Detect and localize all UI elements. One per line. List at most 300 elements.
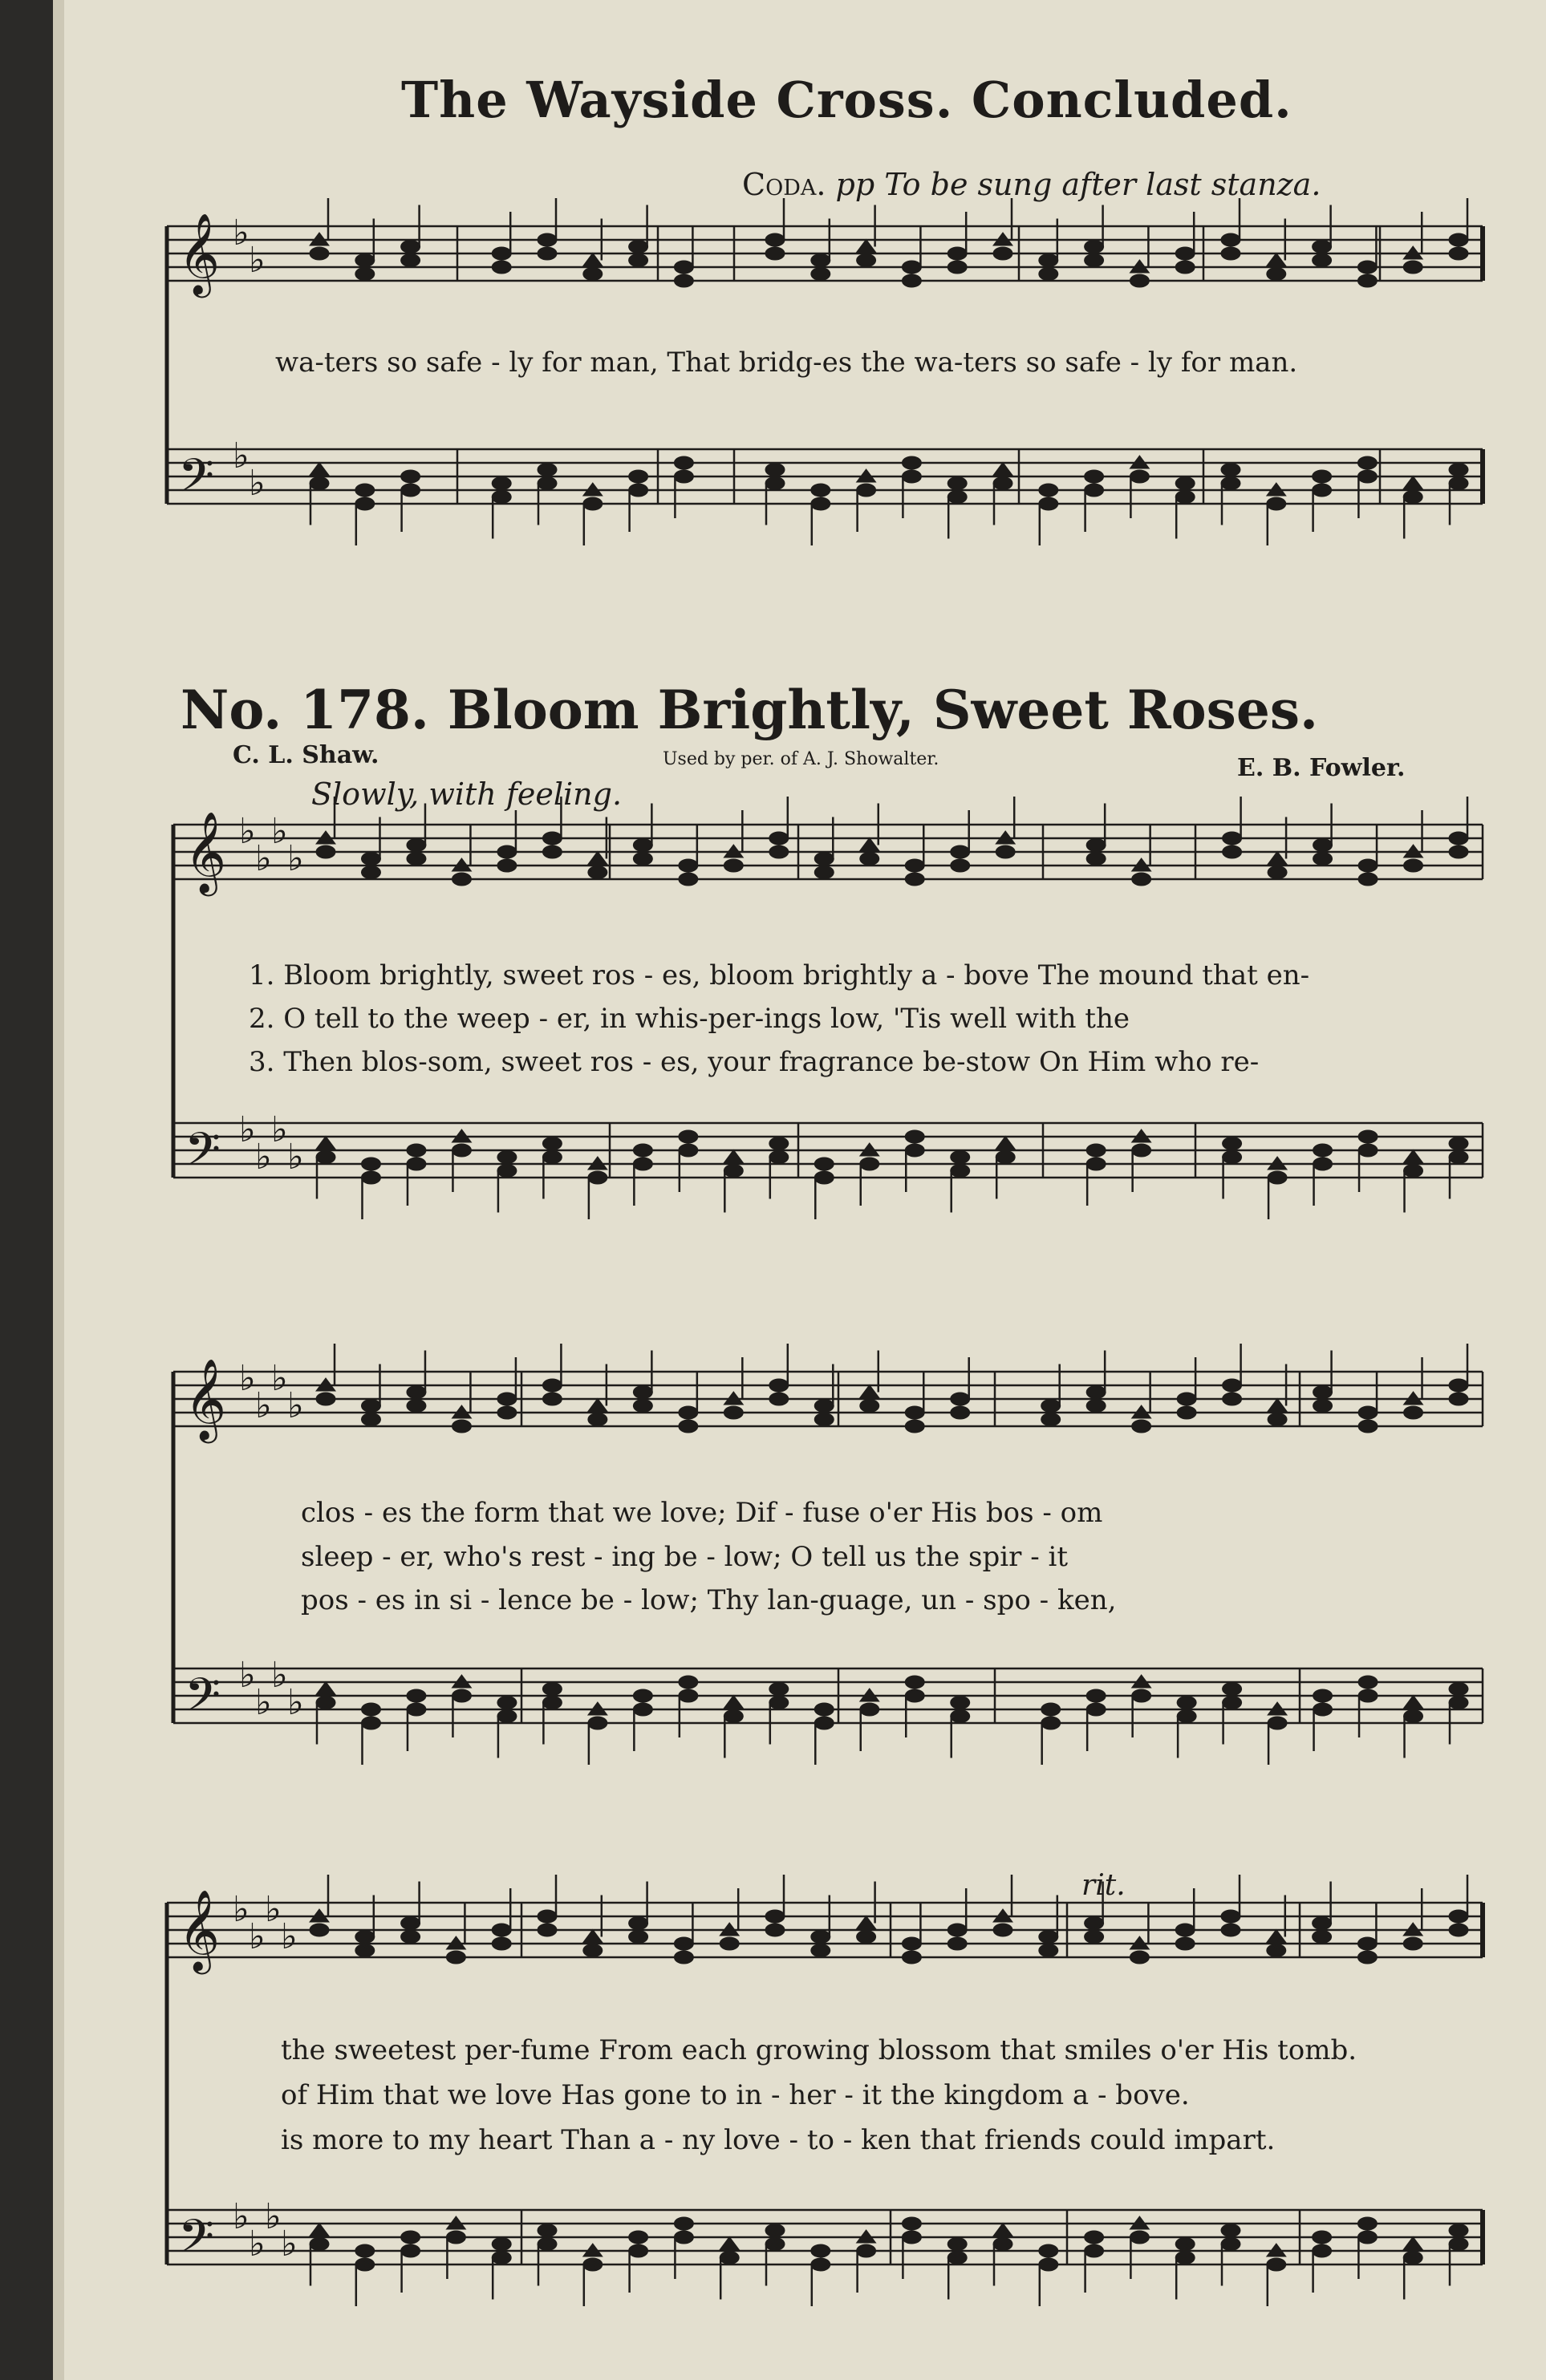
note-head	[769, 1393, 789, 1405]
note-head	[1085, 484, 1104, 497]
note-head	[1223, 1137, 1242, 1150]
note-head	[401, 1917, 420, 1930]
note-head	[679, 1406, 698, 1419]
note-head	[993, 1924, 1012, 1936]
note-head	[1449, 2238, 1468, 2251]
note-head	[629, 470, 648, 483]
note-head	[1041, 1400, 1061, 1413]
note-head	[1039, 497, 1058, 510]
note-head	[629, 241, 648, 253]
flat-sign: ♭	[233, 2196, 250, 2237]
note-head	[1085, 1917, 1104, 1930]
note-head	[1039, 2244, 1058, 2257]
note-head	[1268, 1413, 1287, 1426]
note-head	[674, 456, 693, 469]
note-head	[1313, 470, 1332, 483]
note-head	[860, 1400, 879, 1413]
note-head	[765, 1924, 785, 1936]
note-head	[1175, 491, 1195, 504]
note-head	[902, 1937, 921, 1950]
note-head	[1223, 1379, 1242, 1392]
note-head	[1086, 1386, 1106, 1399]
note-head	[633, 1158, 652, 1170]
note-head	[674, 274, 693, 287]
note-head	[905, 1406, 924, 1419]
tempo-marking: Slowly, with feeling.	[311, 776, 623, 812]
note-head	[769, 1683, 789, 1696]
note-head	[674, 2217, 693, 2230]
flat-sign: ♭	[271, 1358, 288, 1399]
note-head	[1041, 1703, 1061, 1716]
hymn-author: C. L. Shaw.	[233, 741, 379, 769]
note-head	[674, 1951, 693, 1964]
note-head	[1449, 1393, 1468, 1405]
note-head	[1268, 1399, 1287, 1412]
note-head	[401, 470, 420, 483]
note-head	[811, 2244, 830, 2257]
note-head	[905, 1689, 924, 1702]
note-head	[1358, 1676, 1378, 1689]
note-head	[1223, 845, 1242, 858]
note-head	[1223, 832, 1242, 845]
note-head	[538, 2238, 557, 2251]
note-head	[811, 497, 830, 510]
note-head	[542, 1697, 562, 1709]
note-head	[1358, 1689, 1378, 1702]
note-head	[316, 1137, 335, 1149]
note-head	[538, 1924, 557, 1936]
note-head	[769, 1697, 789, 1709]
note-head	[1085, 470, 1104, 483]
note-head	[1313, 1386, 1333, 1399]
note-head	[316, 1393, 335, 1405]
note-head	[1404, 1696, 1423, 1709]
note-head	[1177, 1697, 1196, 1709]
note-head	[679, 1689, 698, 1702]
note-head	[1449, 464, 1468, 476]
note-head	[1449, 845, 1468, 858]
note-head	[1221, 233, 1240, 246]
note-head	[492, 1937, 511, 1950]
note-head	[857, 2244, 876, 2257]
note-head	[951, 1393, 970, 1405]
note-head	[1449, 1151, 1468, 1164]
note-head	[542, 832, 562, 845]
note-head	[316, 845, 335, 858]
note-head	[497, 1165, 517, 1178]
note-head	[633, 853, 652, 866]
bass-clef: 𝄢	[185, 1122, 221, 1188]
note-head	[857, 1931, 876, 1944]
note-head	[947, 2238, 967, 2251]
note-head	[492, 247, 511, 260]
note-head	[1041, 1717, 1061, 1729]
note-head	[633, 1386, 652, 1399]
note-head	[1039, 484, 1058, 497]
note-head	[951, 1697, 970, 1709]
treble-clef: 𝄞	[178, 212, 221, 294]
note-head	[769, 1137, 789, 1150]
note-head	[724, 1150, 743, 1163]
note-head	[811, 2258, 830, 2271]
flat-sign: ♭	[233, 1889, 250, 1930]
note-head	[1357, 1951, 1377, 1964]
note-head	[1175, 477, 1195, 490]
note-head	[1085, 254, 1104, 267]
note-head	[674, 2231, 693, 2244]
note-head	[814, 1703, 834, 1716]
note-head	[1221, 2238, 1240, 2251]
note-head	[316, 1682, 335, 1695]
note-head	[765, 2238, 785, 2251]
note-head	[814, 866, 834, 879]
stanza-line-2: 2. O tell to the weep - er, in whis-per-ings low, 'Tis well with the	[249, 1003, 1130, 1035]
note-head	[1267, 1930, 1286, 1943]
flat-sign: ♭	[249, 1916, 266, 1957]
note-head	[492, 491, 511, 504]
note-head	[905, 1130, 924, 1143]
note-head	[633, 1400, 652, 1413]
stanza-line-2: sleep - er, who's rest - ing be - low; O tell us the spir - it	[301, 1541, 1069, 1573]
note-head	[951, 1710, 970, 1723]
note-head	[765, 477, 785, 490]
note-head	[316, 1151, 335, 1164]
note-head	[1313, 2244, 1332, 2257]
flat-sign: ♭	[287, 1137, 304, 1178]
note-head	[1085, 2244, 1104, 2257]
note-head	[361, 1717, 380, 1729]
note-head	[407, 1158, 426, 1170]
note-head	[401, 241, 420, 253]
stanza-line-3: 3. Then blos-som, sweet ros - es, your fragrance be-stow On Him who re-	[249, 1046, 1260, 1078]
note-head	[993, 2224, 1012, 2236]
note-head	[401, 2231, 420, 2244]
coda-instruction	[742, 167, 1321, 202]
note-head	[1404, 1150, 1423, 1163]
note-head	[1313, 1703, 1333, 1716]
note-head	[452, 1144, 471, 1157]
note-head	[361, 866, 380, 879]
note-head	[947, 1924, 967, 1936]
note-head	[538, 1910, 557, 1923]
flat-sign: ♭	[271, 1655, 288, 1696]
note-head	[902, 2231, 921, 2244]
flat-sign: ♭	[233, 436, 250, 476]
note-head	[1449, 477, 1468, 490]
note-head	[1177, 1406, 1196, 1419]
note-head	[1267, 268, 1286, 281]
note-head	[361, 1703, 380, 1716]
note-head	[814, 1171, 834, 1184]
note-head	[679, 859, 698, 872]
note-head	[769, 845, 789, 858]
note-head	[401, 484, 420, 497]
note-head	[361, 853, 380, 866]
note-head	[1403, 2252, 1422, 2264]
note-head	[765, 1910, 785, 1923]
stanza-line-3: is more to my heart Than a - ny love - to - ken that friends could impart.	[281, 2124, 1276, 2156]
note-head	[902, 470, 921, 483]
note-head	[1039, 1944, 1058, 1957]
note-head	[583, 268, 603, 281]
note-head	[1221, 1910, 1240, 1923]
note-head	[993, 477, 1012, 490]
note-head	[1130, 470, 1149, 483]
note-head	[724, 1406, 743, 1419]
note-head	[1039, 254, 1058, 267]
note-head	[588, 1717, 607, 1729]
note-head	[355, 484, 375, 497]
flat-sign: ♭	[233, 213, 250, 253]
note-head	[355, 268, 375, 281]
note-head	[1358, 1420, 1378, 1433]
note-head	[1358, 1406, 1378, 1419]
note-head	[860, 838, 879, 851]
page-title: The Wayside Cross. Concluded.	[401, 71, 1292, 129]
note-head	[905, 1144, 924, 1157]
note-head	[355, 1931, 375, 1944]
note-head	[1267, 497, 1286, 510]
note-head	[947, 491, 967, 504]
note-head	[1313, 1144, 1333, 1157]
note-head	[407, 839, 426, 852]
flat-sign: ♭	[239, 1109, 256, 1150]
note-head	[996, 1137, 1015, 1149]
note-head	[629, 254, 648, 267]
note-head	[1357, 274, 1377, 287]
note-head	[355, 2244, 375, 2257]
note-head	[497, 1393, 517, 1405]
note-head	[401, 1931, 420, 1944]
note-head	[1313, 254, 1332, 267]
note-head	[361, 1171, 380, 1184]
note-head	[497, 845, 517, 858]
note-head	[1358, 1144, 1378, 1157]
note-head	[902, 1951, 921, 1964]
note-head	[679, 1130, 698, 1143]
note-head	[1085, 1931, 1104, 1944]
note-head	[1404, 1710, 1423, 1723]
note-head	[361, 1413, 380, 1426]
note-head	[814, 1400, 834, 1413]
note-head	[1404, 1165, 1423, 1178]
note-head	[407, 853, 426, 866]
note-head	[724, 1165, 743, 1178]
note-head	[951, 1151, 970, 1164]
note-head	[811, 1931, 830, 1944]
note-head	[1313, 484, 1332, 497]
note-head	[1267, 2258, 1286, 2271]
note-head	[588, 1171, 607, 1184]
flat-sign: ♭	[255, 1137, 272, 1178]
stanza-line-1: 1. Bloom brightly, sweet ros - es, bloom brightly a - bove The mound that en-	[249, 959, 1310, 991]
note-head	[1357, 261, 1377, 274]
note-head	[1313, 853, 1333, 866]
flat-sign: ♭	[265, 1889, 282, 1930]
note-head	[1175, 1924, 1195, 1936]
note-head	[720, 1937, 739, 1950]
flat-sign: ♭	[255, 1385, 272, 1426]
note-head	[355, 1944, 375, 1957]
note-head	[1404, 1406, 1423, 1419]
note-head	[452, 1420, 471, 1433]
note-head	[905, 1676, 924, 1689]
note-head	[1130, 2231, 1149, 2244]
note-head	[542, 1379, 562, 1392]
note-head	[724, 1710, 743, 1723]
note-head	[951, 845, 970, 858]
note-head	[629, 2231, 648, 2244]
note-head	[905, 1420, 924, 1433]
note-head	[1449, 1683, 1468, 1696]
note-head	[951, 1165, 970, 1178]
note-head	[1175, 247, 1195, 260]
flat-sign: ♭	[287, 1682, 304, 1723]
note-head	[1039, 1931, 1058, 1944]
flat-sign: ♭	[249, 463, 266, 504]
note-head	[860, 1385, 879, 1398]
note-head	[860, 1703, 879, 1716]
note-head	[1085, 2231, 1104, 2244]
note-head	[1449, 1137, 1468, 1150]
note-head	[1268, 852, 1287, 865]
flat-sign: ♭	[239, 1655, 256, 1696]
hymn-credit: Used by per. of A. J. Showalter.	[663, 749, 939, 769]
note-head	[538, 477, 557, 490]
note-head	[538, 233, 557, 246]
note-head	[947, 2252, 967, 2264]
note-head	[765, 247, 785, 260]
note-head	[1086, 1144, 1106, 1157]
note-head	[452, 1689, 471, 1702]
note-head	[902, 274, 921, 287]
note-head	[583, 1944, 603, 1957]
note-head	[811, 268, 830, 281]
note-head	[310, 477, 329, 490]
flat-sign: ♭	[249, 2224, 266, 2264]
note-head	[1267, 253, 1286, 266]
note-head	[497, 1697, 517, 1709]
note-head	[401, 2244, 420, 2257]
note-head	[542, 1151, 562, 1164]
note-head	[1086, 1689, 1106, 1702]
note-head	[1268, 1171, 1287, 1184]
note-head	[452, 873, 471, 886]
note-head	[902, 456, 921, 469]
note-head	[1403, 2237, 1422, 2250]
note-head	[588, 1399, 607, 1412]
note-head	[1313, 1400, 1333, 1413]
note-head	[355, 497, 375, 510]
note-head	[633, 1703, 652, 1716]
note-head	[993, 463, 1012, 476]
bass-clef: 𝄢	[185, 1668, 221, 1733]
note-head	[814, 853, 834, 866]
note-head	[1268, 1717, 1287, 1729]
note-head	[993, 2238, 1012, 2251]
note-head	[814, 1717, 834, 1729]
bass-clef: 𝄢	[178, 2209, 215, 2275]
coda-text: To be sung after last stanza.	[884, 167, 1321, 202]
note-head	[629, 1917, 648, 1930]
flat-sign: ♭	[239, 1358, 256, 1399]
note-head	[679, 1676, 698, 1689]
note-head	[588, 1413, 607, 1426]
note-head	[1223, 1697, 1242, 1709]
note-head	[1221, 2224, 1240, 2237]
note-head	[492, 2252, 511, 2264]
note-head	[1449, 233, 1468, 246]
coda-lyrics: wa-ters so safe - ly for man, That bridg-es the wa-ters so safe - ly for man.	[275, 347, 1298, 379]
note-head	[583, 253, 603, 266]
note-head	[679, 1420, 698, 1433]
note-head	[407, 1386, 426, 1399]
note-head	[1223, 1151, 1242, 1164]
note-head	[497, 1151, 517, 1164]
note-head	[947, 477, 967, 490]
note-head	[446, 2231, 465, 2244]
note-head	[679, 873, 698, 886]
note-head	[765, 2224, 785, 2237]
note-head	[1086, 853, 1106, 866]
note-head	[811, 254, 830, 267]
note-head	[1223, 1393, 1242, 1405]
note-head	[492, 261, 511, 274]
note-head	[1358, 859, 1378, 872]
note-head	[857, 254, 876, 267]
note-head	[355, 254, 375, 267]
flat-sign: ♭	[271, 1109, 288, 1150]
note-head	[492, 477, 511, 490]
stanza-line-3: pos - es in si - lence be - low; Thy lan-guage, un - spo - ken,	[301, 1584, 1117, 1616]
note-head	[1357, 470, 1377, 483]
flat-sign: ♭	[287, 838, 304, 879]
note-head	[542, 1393, 562, 1405]
flat-sign: ♭	[287, 1385, 304, 1426]
note-head	[1357, 456, 1377, 469]
note-head	[1449, 832, 1468, 845]
note-head	[361, 1400, 380, 1413]
note-head	[1313, 1931, 1332, 1944]
note-head	[905, 873, 924, 886]
note-head	[1132, 1420, 1151, 1433]
note-head	[996, 1151, 1015, 1164]
note-head	[674, 1937, 693, 1950]
flat-sign: ♭	[281, 2224, 298, 2264]
note-head	[1086, 1400, 1106, 1413]
note-head	[1449, 1910, 1468, 1923]
note-head	[1313, 1158, 1333, 1170]
note-head	[1404, 859, 1423, 872]
note-head	[310, 463, 329, 476]
note-head	[1403, 261, 1422, 274]
note-head	[1403, 491, 1422, 504]
note-head	[860, 853, 879, 866]
treble-clef: 𝄞	[185, 1357, 227, 1440]
note-head	[1221, 477, 1240, 490]
note-head	[538, 464, 557, 476]
treble-clef: 𝄞	[178, 1888, 221, 1971]
note-head	[720, 2237, 739, 2250]
note-head	[633, 1144, 652, 1157]
note-head	[1175, 2252, 1195, 2264]
note-head	[542, 1137, 562, 1150]
note-head	[1313, 241, 1332, 253]
note-head	[769, 1379, 789, 1392]
note-head	[629, 1931, 648, 1944]
note-head	[538, 247, 557, 260]
note-head	[1221, 247, 1240, 260]
